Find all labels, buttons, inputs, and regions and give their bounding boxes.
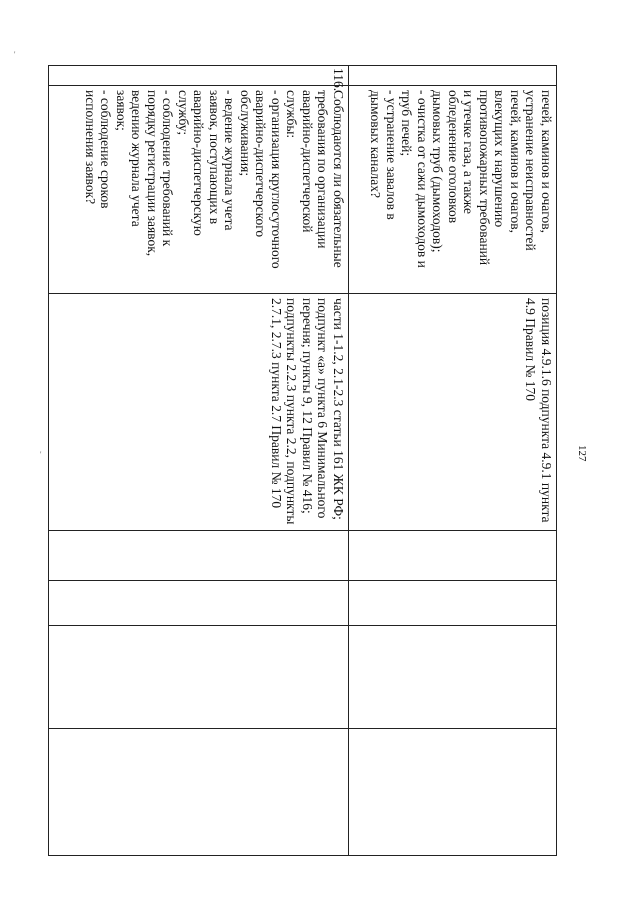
question-line: и утечке газа, а также (461, 90, 477, 215)
scan-speck: ' (40, 450, 42, 459)
table-row (49, 66, 349, 856)
question-cell (349, 86, 557, 294)
question-line: аварийно-диспетчерской (300, 90, 315, 233)
empty-cell (349, 581, 557, 626)
question-line: службу; (176, 90, 191, 136)
table-row (349, 66, 557, 856)
rotated-table-container (49, 65, 557, 855)
question-line: исполнения заявок? (83, 90, 98, 205)
row-number: 116. (49, 66, 349, 86)
question-line: - соблюдение требований к (160, 90, 176, 247)
question-line: службы: (284, 90, 300, 139)
question-line: труб печей; (399, 90, 415, 157)
question-line: порядку регистрации заявок, (145, 90, 160, 257)
page-number: 127 (576, 445, 588, 462)
question-line: аварийно-диспетчерскую (191, 90, 207, 236)
question-line: заявок, поступающих в (207, 90, 222, 225)
question-line: обслуживания; (238, 90, 253, 177)
question-line: - устранение завалов в (384, 90, 399, 220)
question-cell (49, 86, 349, 294)
question-line: обледенение оголовков (446, 90, 461, 224)
question-line: - ведение журнала учета (222, 90, 238, 231)
question-line: дымовых труб (дымоходов); (430, 90, 446, 253)
empty-cell (49, 626, 349, 729)
reference-cell: позиция 4.9.1.6 подпункта 4.9.1 пункта 4.9 Правил № 170 (349, 294, 557, 531)
empty-cell (349, 729, 557, 856)
question-line: противопожарных требований (477, 90, 492, 266)
question-line: аварийно-диспетчерского (253, 90, 269, 238)
question-line: печей, каминов и очагов, (539, 90, 554, 233)
question-line: устранение неисправностей (523, 90, 539, 251)
empty-cell (349, 531, 557, 581)
row-number (349, 66, 557, 86)
empty-cell (349, 626, 557, 729)
question-line: ведению журнала учета (129, 90, 145, 227)
question-line: - организация круглосуточного (269, 90, 284, 269)
question-line: Соблюдаются ли обязательные (331, 90, 346, 268)
question-line: влекущих к нарушению (492, 90, 508, 228)
empty-cell (49, 581, 349, 626)
question-line: дымовых каналах? (368, 90, 384, 198)
question-line: - очистка от сажи дымоходов и (415, 90, 430, 268)
question-line: печей, каминов и очагов, (508, 90, 523, 233)
question-line: заявок; (114, 90, 129, 131)
empty-cell (49, 531, 349, 581)
reference-cell: части 1-1.2, 2.1-2.3 статьи 161 ЖК РФ; подпункт «а» пункта 6 Минимального перечня; пункты 9, 12 Правил № 416; подпункты 2.2.3 пункта 2.2, подпункты 2.7.1, 2.7.3 пункта 2.7 Правил № 170 (49, 294, 349, 531)
checklist-table (48, 65, 557, 856)
scan-speck: ' (14, 50, 16, 59)
question-line: - соблюдение сроков (98, 90, 114, 209)
empty-cell (49, 729, 349, 856)
question-line: требования по организации (315, 90, 331, 249)
